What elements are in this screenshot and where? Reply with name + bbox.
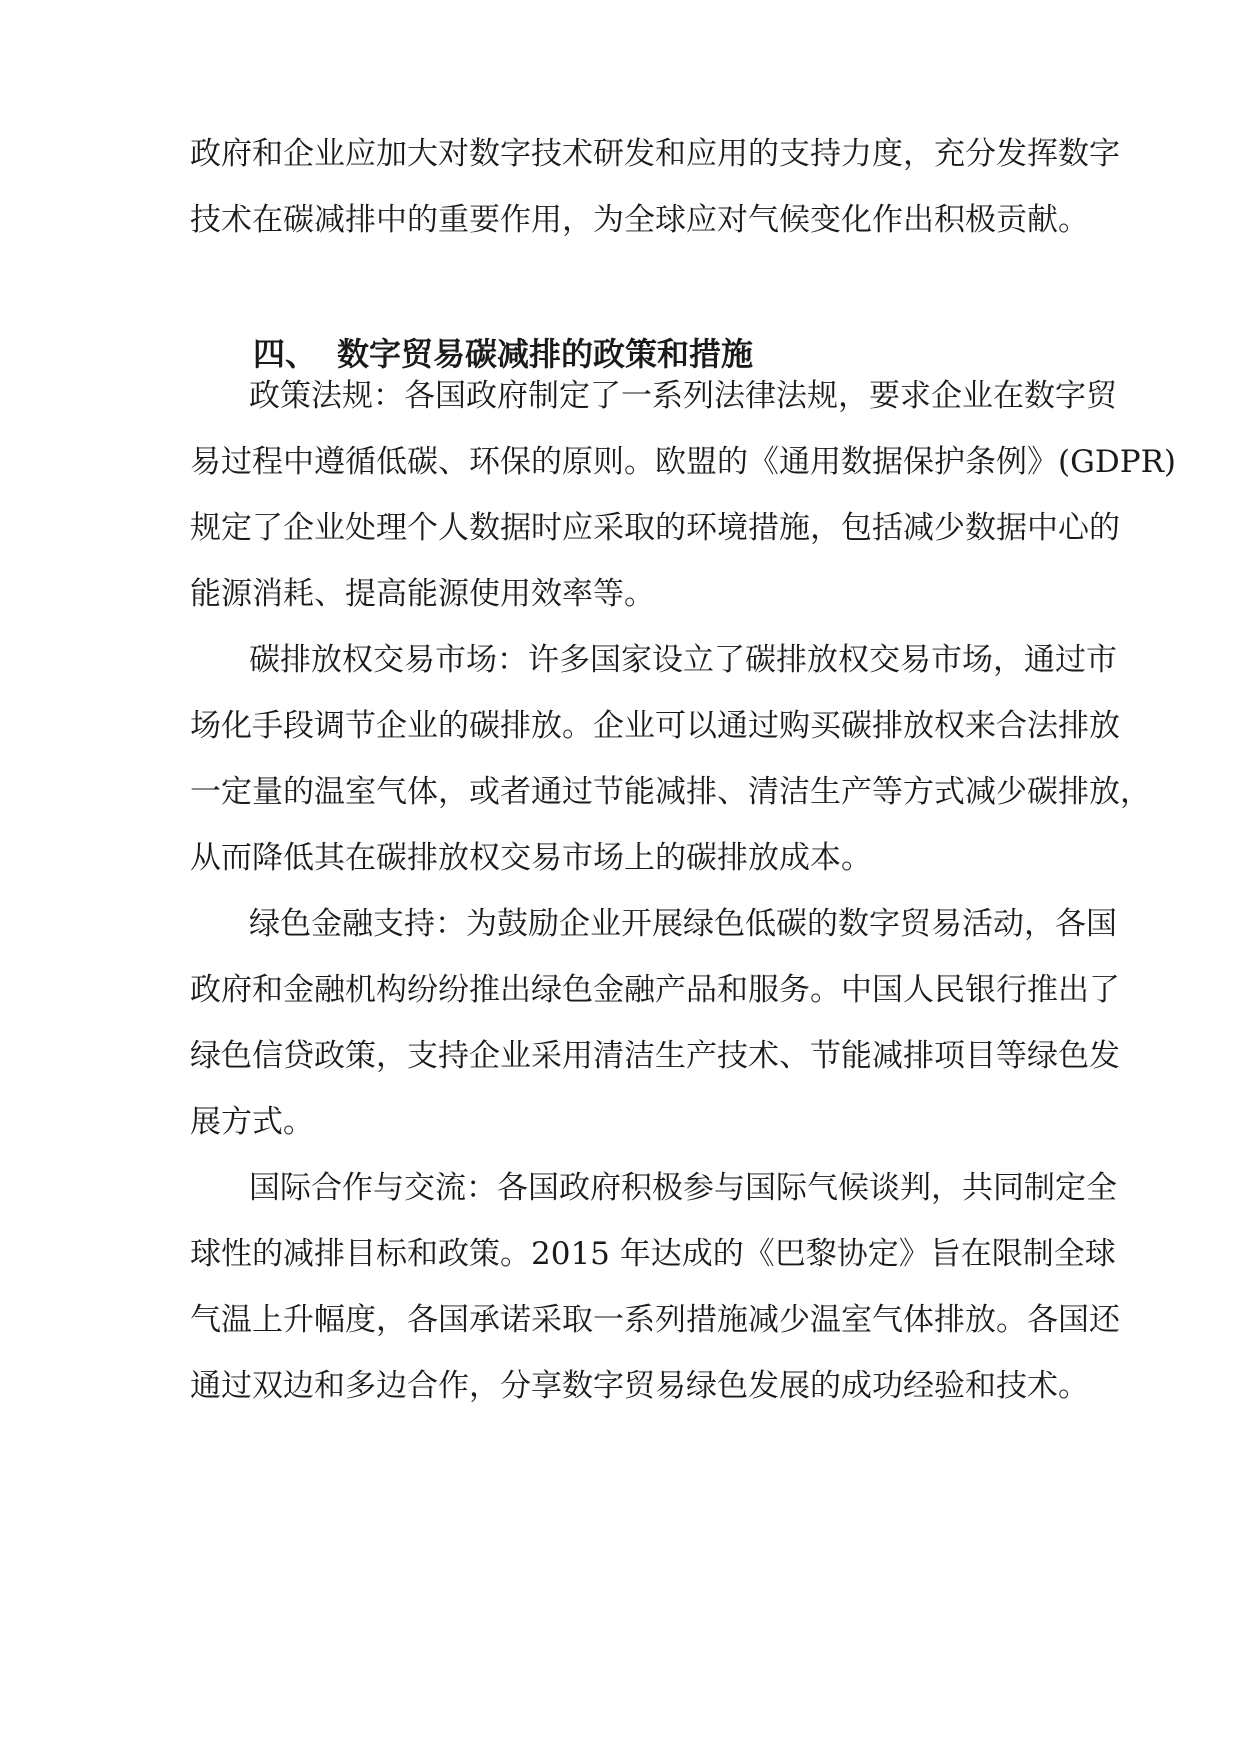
paragraph-line: 从而降低其在碳排放权交易市场上的碳排放成本。 [190,840,872,876]
paragraph-line: 场化手段调节企业的碳排放。企业可以通过购买碳排放权来合法排放 [190,708,1120,744]
paragraph-line: 一定量的温室气体，或者通过节能减排、清洁生产等方式减少碳排放， [190,774,1151,810]
paragraph-line: 气温上升幅度，各国承诺采取一系列措施减少温室气体排放。各国还 [190,1302,1120,1338]
paragraph-line: 绿色信贷政策，支持企业采用清洁生产技术、节能减排项目等绿色发 [190,1038,1120,1074]
paragraph-line: 国际合作与交流：各国政府积极参与国际气候谈判，共同制定全 [249,1170,1117,1206]
paragraph-line: 球性的减排目标和政策。2015 年达成的《巴黎协定》旨在限制全球 [190,1236,1116,1272]
paragraph-line: 政府和金融机构纷纷推出绿色金融产品和服务。中国人民银行推出了 [190,972,1120,1008]
section-title: 数字贸易碳减排的政策和措施 [337,335,754,373]
paragraph-line: 绿色金融支持：为鼓励企业开展绿色低碳的数字贸易活动，各国 [249,906,1117,942]
paragraph-line: 通过双边和多边合作，分享数字贸易绿色发展的成功经验和技术。 [190,1368,1089,1404]
intro-line: 技术在碳减排中的重要作用，为全球应对气候变化作出积极贡献。 [190,202,1089,238]
paragraph-line: 能源消耗、提高能源使用效率等。 [190,576,655,612]
intro-line: 政府和企业应加大对数字技术研发和应用的支持力度，充分发挥数字 [190,136,1120,172]
paragraph-line: 易过程中遵循低碳、环保的原则。欧盟的《通用数据保护条例》(GDPR) [190,444,1177,480]
paragraph-line: 规定了企业处理个人数据时应采取的环境措施，包括减少数据中心的 [190,510,1120,546]
section-number: 四、 [253,335,318,373]
paragraph-line: 展方式。 [190,1104,314,1140]
paragraph-line: 政策法规：各国政府制定了一系列法律法规，要求企业在数字贸 [249,378,1117,414]
paragraph-line: 碳排放权交易市场：许多国家设立了碳排放权交易市场，通过市 [249,642,1117,678]
section-heading [253,332,753,376]
